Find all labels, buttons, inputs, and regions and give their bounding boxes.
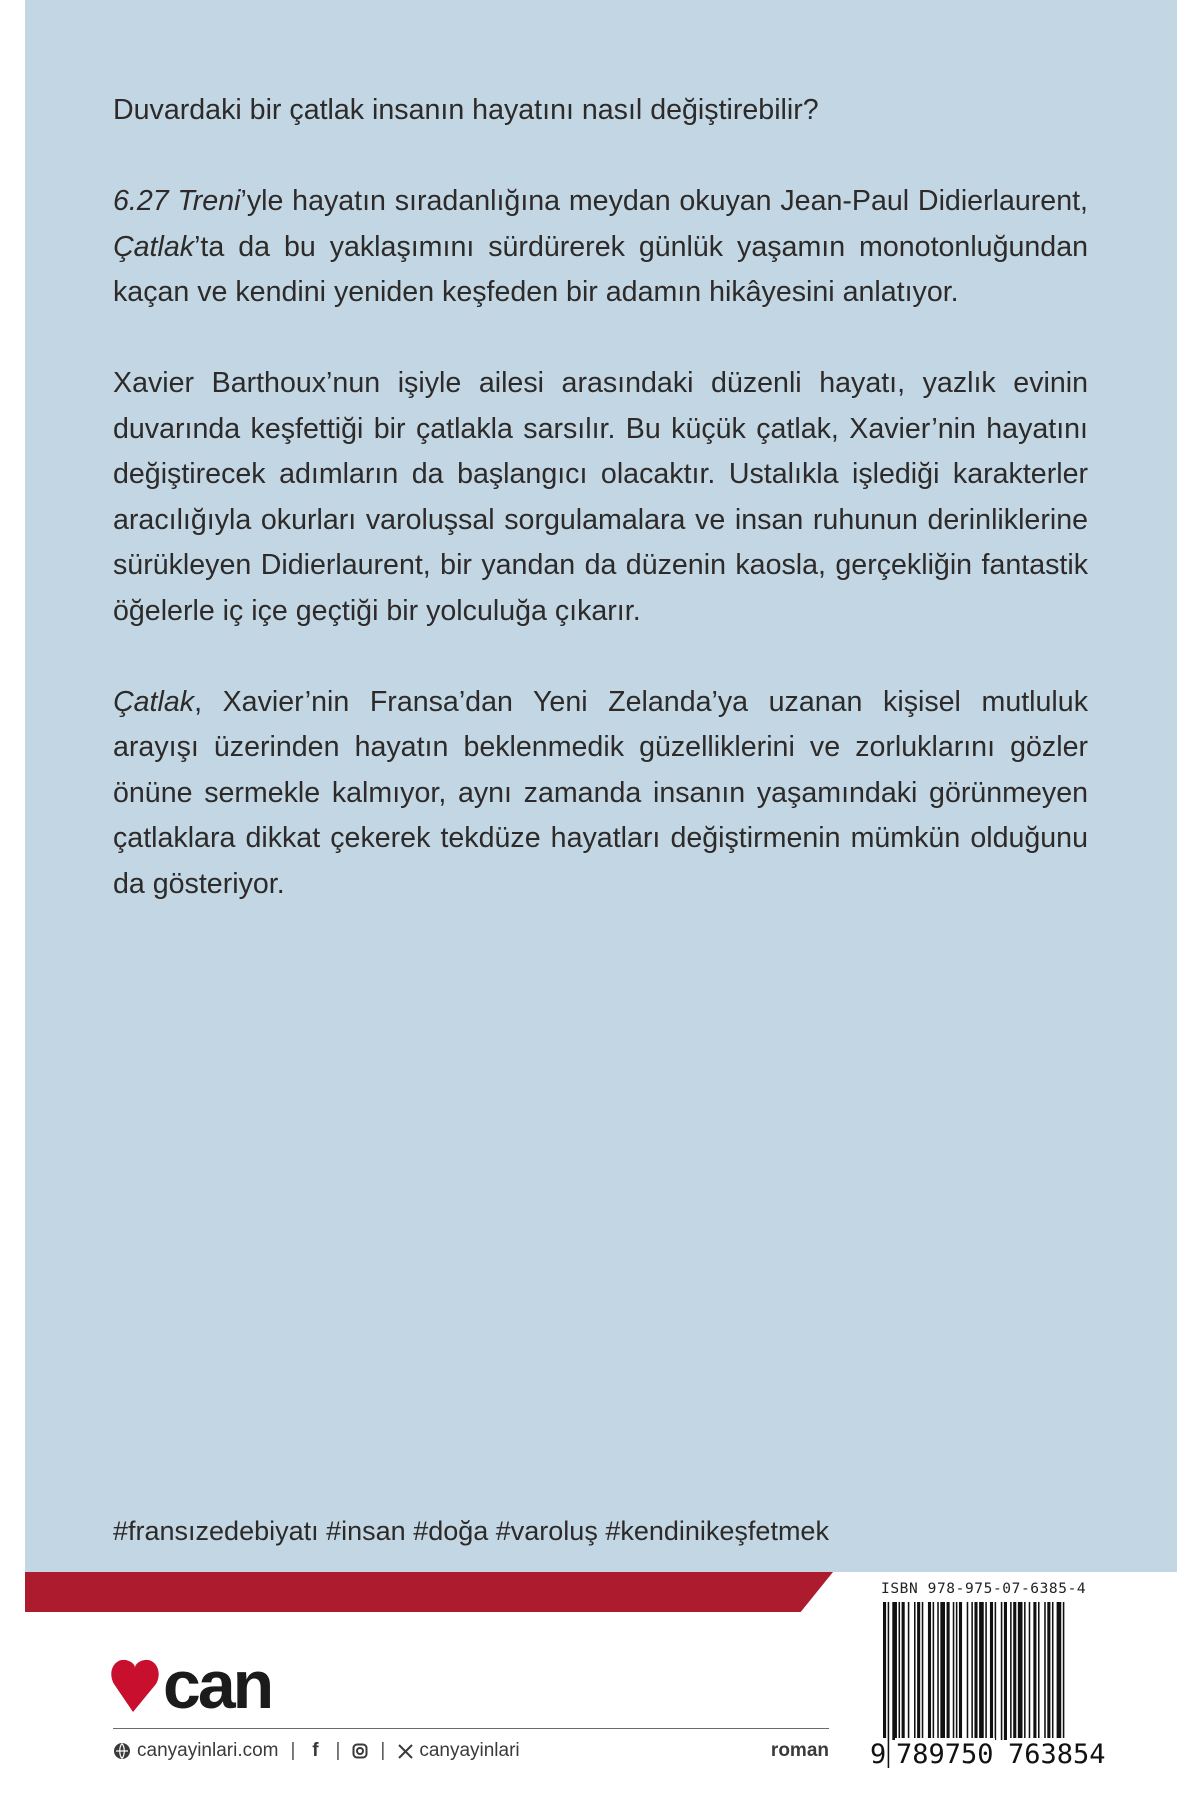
barcode-bar (1001, 1602, 1003, 1740)
book-title-reference: 6.27 Treni (113, 185, 241, 217)
barcode-bar (1047, 1602, 1050, 1740)
instagram-icon[interactable] (352, 1736, 368, 1766)
barcode-bar (971, 1602, 973, 1740)
barcode-bar (892, 1602, 897, 1740)
blurb-paragraph-3: Çatlak, Xavier’nin Fransa’dan Yeni Zelanda’ya uzanan kişisel mutluluk arayışı üzerinden hayatın beklenmedik güzelliklerini ve zorluklarını gözler önüne sermekle kalmıyor, aynı zamanda insanın yaşamındaki görünmeyen çatlaklara dikkat çekerek tekdüze hayatları değiştirmenin mümkün olduğunu da gösteriyor. (113, 685, 1088, 900)
barcode-bar (902, 1602, 905, 1740)
barcode-bar (1024, 1602, 1026, 1740)
genre-label: roman (770, 1740, 829, 1761)
hashtags: #fransızedebiyatı #insan #doğa #varoluş #kendinikeşfetmek (113, 1516, 829, 1546)
barcode-bar (1038, 1602, 1040, 1740)
barcode-bar (1052, 1602, 1054, 1740)
red-band (25, 1572, 833, 1612)
barcode-bar (917, 1602, 920, 1740)
barcode-bar (959, 1602, 962, 1740)
barcode-bar (1033, 1602, 1036, 1740)
barcode-bar (1018, 1602, 1023, 1740)
blurb-paragraph-1: 6.27 Treni’yle hayatın sıradanlığına meydan okuyan Jean-Paul Didierlaurent, Çatlak’ta da bu yaklaşımını sürdürerek günlük yaşamın monotonluğundan kaçan ve kendini yeniden keşfeden bir adamın hikâyesini anlatıyor. (113, 185, 1088, 308)
barcode-bar (940, 1602, 945, 1740)
barcode-lead-digit: 9 (870, 1739, 887, 1770)
isbn-label: ISBN 978-975-07-6385-4 (881, 1581, 1087, 1597)
barcode-bar (1029, 1602, 1031, 1740)
publisher-logo (111, 1650, 351, 1720)
svg-text:can: can (163, 1650, 272, 1720)
barcode-right-digits: 763854 (1008, 1739, 1106, 1770)
barcode-bar (956, 1602, 958, 1740)
barcode-bar (1044, 1602, 1046, 1740)
barcode-bar (922, 1602, 924, 1740)
publisher-footer (113, 1736, 829, 1766)
book-title: Çatlak (113, 230, 195, 263)
barcode-bar (967, 1602, 969, 1740)
barcode-bar (995, 1602, 997, 1740)
book-title: Çatlak (113, 685, 195, 718)
barcode-bar (947, 1602, 950, 1740)
barcode-bar (1004, 1602, 1007, 1740)
social-handle[interactable]: canyayinlari (419, 1740, 520, 1761)
facebook-icon[interactable]: f (312, 1740, 319, 1761)
barcode-bar (990, 1602, 993, 1740)
barcode-bar (928, 1602, 931, 1740)
barcode-bar (908, 1602, 910, 1740)
barcode-bar (933, 1602, 935, 1740)
barcode-bar (985, 1602, 987, 1740)
barcode-bar (979, 1602, 984, 1740)
blurb-paragraph-2: Xavier Barthoux’nun işiyle ailesi arasındaki düzenli hayatı, yazlık evinin duvarında keşfettiği bir çatlakla sarsılır. Bu küçük çatlak, Xavier’nin hayatını değiştirecek adımların da başlangıcı olacaktır. Ustalıkla işlediği karakterler aracılığıyla okurları varoluşsal sorgulamalara ve insan ruhunun derinliklerine sürükleyen Didierlaurent, bir yandan da düzenin kaosla, gerçekliğin fantastik öğelerle iç içe geçtiği bir yolculuğa çıkarır. (113, 367, 1088, 627)
website-link[interactable]: canyayinlari.com (137, 1740, 279, 1761)
barcode-bar (1013, 1602, 1016, 1740)
barcode-bar (1057, 1602, 1062, 1740)
book-back-cover (25, 0, 1177, 1800)
footer-rule (113, 1728, 829, 1729)
barcode-bar (914, 1602, 916, 1740)
barcode-bar (953, 1602, 955, 1740)
social-links: canyayinlari.com | f | | canyayinlari (113, 1736, 520, 1766)
blurb-text (113, 88, 1088, 953)
barcode-left-digits: 789750 (896, 1739, 994, 1770)
blurb-question: Duvardaki bir çatlak insanın hayatını nasıl değiştirebilir? (113, 94, 819, 126)
barcode-digits (870, 1738, 1123, 1774)
barcode-bar (1010, 1602, 1012, 1740)
barcode-bar (899, 1602, 901, 1740)
globe-icon (113, 1742, 131, 1760)
x-icon[interactable] (397, 1736, 413, 1766)
barcode-bar (937, 1602, 939, 1740)
heart-icon (111, 1650, 351, 1720)
